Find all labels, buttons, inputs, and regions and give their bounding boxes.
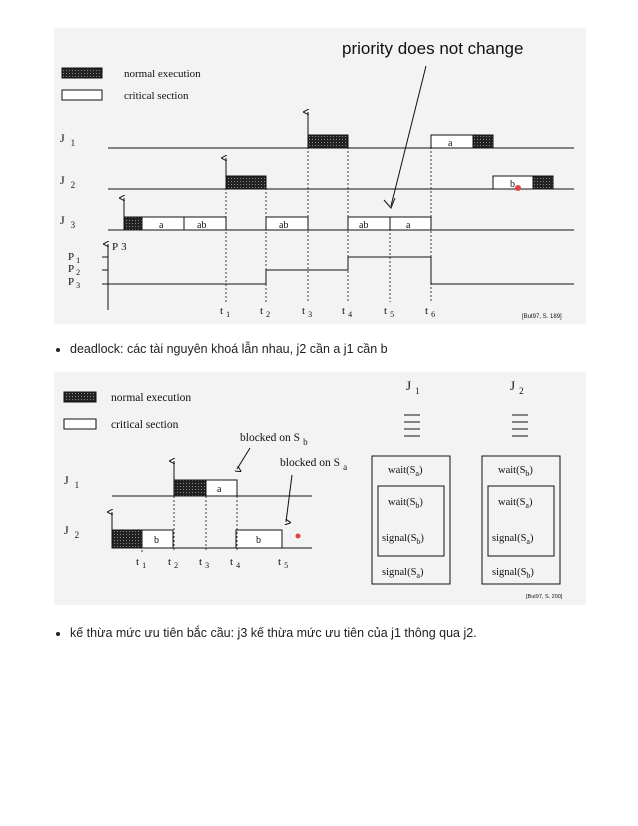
bullet-dot	[56, 348, 60, 352]
priority-label-p3: P $_3$	[68, 276, 81, 290]
code-j1-line-4: $signal(S_a)$	[382, 567, 424, 580]
j3-critical-ab-3	[348, 217, 390, 230]
j3-label-ab-2: ab	[279, 220, 289, 231]
citation-2: [But97, S. 200]	[526, 594, 563, 600]
job-label-j1: J $_1$	[64, 473, 80, 490]
legend-critical-swatch	[64, 419, 96, 429]
legend-normal-swatch	[64, 392, 96, 402]
figure1-svg	[54, 28, 586, 324]
time-label-t4: t $_4$	[342, 305, 353, 319]
annotation-priority: priority does not change	[342, 39, 524, 58]
code-j1-line-2: $wait(S_b)$	[388, 497, 423, 510]
code-j2-line-4: $signal(S_b)$	[492, 567, 534, 580]
j2-normal-block-2	[533, 176, 553, 189]
time-label-t5: t $_5$	[384, 305, 395, 319]
time-label-t4: t $_4$	[230, 556, 241, 570]
time-label-t6: t $_6$	[425, 305, 436, 319]
legend-critical-swatch	[62, 90, 102, 100]
deadlock-figure	[54, 372, 586, 605]
blocked-on-sb-label: blocked on S $_b$	[240, 432, 308, 447]
j1-normal-block	[174, 480, 206, 496]
time-label-t1: t $_1$	[220, 305, 231, 319]
j3-label-ab-1: ab	[197, 220, 207, 231]
priority-inheritance-figure	[54, 28, 586, 324]
j1-label-a: a	[217, 484, 222, 495]
annotation-arrow	[391, 66, 426, 206]
code-j2-line-1: $wait(S_b)$	[498, 465, 533, 478]
j1-normal-block-2	[473, 135, 493, 148]
priority-axis-label: P 3	[112, 241, 127, 253]
legend-critical-label: critical section	[111, 419, 179, 431]
time-label-t3: t $_3$	[199, 556, 210, 570]
j1-critical-a	[206, 480, 237, 496]
blocked-on-sa-label: blocked on S $_a$	[280, 457, 348, 472]
bullet-text: deadlock: các tài nguyên khoá lẫn nhau, j2 cần a j1 cần b	[70, 342, 388, 356]
code-j1-dashes	[404, 415, 420, 436]
priority-curve	[108, 257, 574, 284]
code-j1-line-3: $signal(S_b)$	[382, 533, 424, 546]
j1-normal-block-1	[308, 135, 348, 148]
priority-label-p2: P $_2$	[68, 263, 81, 277]
j3-label-a-1: a	[159, 220, 164, 231]
j2-label-b-1: b	[154, 535, 159, 546]
bullet-item-transitive-inheritance	[70, 626, 477, 640]
citation-1: [But97, S. 189]	[522, 314, 562, 320]
bullet-text: kế thừa mức ưu tiên bắc cầu: j3 kế thừa mức ưu tiên của j1 thông qua j2.	[70, 626, 477, 640]
time-label-t3: t $_3$	[302, 305, 313, 319]
code-j2-title: J $_2$	[510, 378, 524, 396]
job-label-j3: J $_3$	[60, 213, 76, 230]
priority-label-p1: P $_1$	[68, 251, 81, 265]
code-j2-line-2: $wait(S_a)$	[498, 497, 533, 510]
blocked-sb-arrow	[237, 448, 250, 469]
job-label-j2: J $_2$	[64, 523, 80, 540]
code-j1-title: J $_1$	[406, 378, 420, 396]
annotation-arrowhead	[384, 198, 395, 208]
legend-normal-label: normal execution	[124, 68, 201, 80]
figure2-svg	[54, 372, 586, 605]
legend-normal-swatch	[62, 68, 102, 78]
j2-normal-block-1	[226, 176, 266, 189]
bullet-dot	[56, 632, 60, 636]
code-j1-line-1: $wait(S_a)$	[388, 465, 423, 478]
j3-normal-block	[124, 217, 142, 230]
j3-critical-a-2	[390, 217, 431, 230]
j2-label-b: b	[510, 179, 515, 190]
job-label-j2: J $_2$	[60, 173, 76, 190]
job-label-j1: J $_1$	[60, 131, 76, 148]
j2-normal-block	[112, 530, 142, 548]
legend-critical-label: critical section	[124, 90, 189, 102]
blocked-sa-arrow	[286, 475, 292, 522]
j3-label-a-2: a	[406, 220, 411, 231]
time-label-t2: t $_2$	[168, 556, 179, 570]
cursor-dot	[515, 185, 521, 191]
j2-label-b-2: b	[256, 535, 261, 546]
time-label-t1: t $_1$	[136, 556, 147, 570]
bullet-item-deadlock	[70, 342, 388, 356]
j3-label-ab-3: ab	[359, 220, 369, 231]
time-label-t2: t $_2$	[260, 305, 271, 319]
time-label-t5: t $_5$	[278, 556, 289, 570]
code-j2-dashes	[512, 415, 528, 436]
code-j2-line-3: $signal(S_a)$	[492, 533, 534, 546]
j1-label-a: a	[448, 138, 453, 149]
legend-normal-label: normal execution	[111, 392, 192, 404]
cursor-dot	[296, 534, 301, 539]
